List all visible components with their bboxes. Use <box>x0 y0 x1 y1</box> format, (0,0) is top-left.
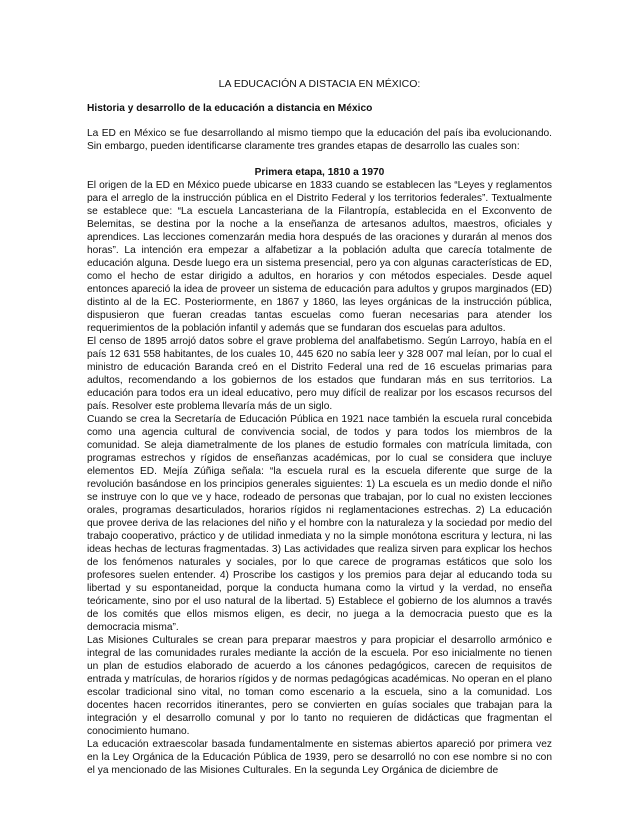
section-heading: Primera etapa, 1810 a 1970 <box>254 167 385 178</box>
paragraph-5: La educación extraescolar basada fundamentalmente en sistemas abiertos apareció por primera vez en la Ley Orgánica de la Educación Pública de 1939, pero se desarrolló no con ese nombre si no con el ya mencionado de las Misiones Culturales. En la segunda Ley Orgánica de diciembre de <box>87 739 552 776</box>
paragraph-1: El origen de la ED en México puede ubicarse en 1833 cuando se establecen las “Leyes y reglamentos para el arreglo de la instrucción pública en el Distrito Federal y los territorios federales”. Textualmente se establece que: “La escuela Lancasteriana de la Filantropía, establecida en el Exconvento de Belemitas, se destina por la noche a la enseñanza de artesanos adultos, maestros, oficiales y aprendices. Las lecciones comenzarán media hora después de las oraciones y durarán al menos dos horas”. La intención era empezar a alfabetizar a la población adulta que carecía totalmente de educación alguna. Desde luego era un sistema presencial, pero ya con algunas características de ED, como el hecho de estar dirigido a adultos, en horarios y con métodos especiales. Desde aquel entonces apareció la idea de proveer un sistema de educación para adultos y grupos marginados (ED) distinto al de la EC. Posteriormente, en 1867 y 1860, las leyes orgánicas de la instrucción pública, dispusieron que fueran creadas tantas escuelas como fueran necesarias para atender los requerimientos de la población infantil y además que se fundaran dos escuelas para adultos. <box>87 180 552 334</box>
document-page <box>87 78 552 777</box>
document-subtitle: Historia y desarrollo de la educación a distancia en México <box>87 103 373 114</box>
paragraph-2: El censo de 1895 arrojó datos sobre el grave problema del analfabetismo. Según Larroyo, había en el país 12 631 558 habitantes, de los cuales 10, 445 620 no sabía leer y 328 007 mal leían, por lo cual el ministro de educación Baranda creó en el Distrito Federal una red de 16 escuelas primarias para adultos, recomendando a los gobiernos de los estados que fundaran más en sus territorios. La educación para todos era un ideal educativo, pero muy difícil de realizar por los escasos recursos del país. Resolver este problema llevaría más de un siglo. <box>87 336 552 412</box>
paragraph-4: Las Misiones Culturales se crean para preparar maestros y para propiciar el desarrollo armónico e integral de las comunidades rurales mediante la acción de la escuela. Por eso inicialmente no tienen un plan de estudios elaborado de acuerdo a los cánones pedagógicos, carecen de requisitos de entrada y matrículas, de horarios rígidos y de normas pedagógicas académicas. No operan en el plano escolar tradicional sino vital, no toman como escenario a la escuela, sino a la comunidad. Los docentes hacen recorridos itinerantes, pero se convierten en guías sociales que trabajan para la integración y el desarrollo comunal y por lo tanto no requieren de didácticas que fragmentan el conocimiento humano. <box>87 635 552 737</box>
document-title: LA EDUCACIÓN A DISTACIA EN MÉXICO: <box>218 78 421 90</box>
spacer <box>87 153 552 166</box>
intro-paragraph: La ED en México se fue desarrollando al mismo tiempo que la educación del país iba evolucionando. Sin embargo, pueden identificarse claramente tres grandes etapas de desarrollo las cuales son: <box>87 128 552 152</box>
paragraph-3: Cuando se crea la Secretaría de Educación Pública en 1921 nace también la escuela rural concebida como una agencia cultural de convivencia social, de todos y para todos los miembros de la comunidad. Se aleja diametralmente de los planes de estudio formales con matrícula limitada, con programas estrechos y rígidos de enseñanzas académicas, por lo cual se considera que incluye elementos ED. Mejía Zúñiga señala: “la escuela rural es la escuela diferente que surge de la revolución basándose en los principios generales siguientes: 1) La escuela es un medio donde el niño se instruye con lo que ve y hace, rodeado de personas que trabajan, por lo cual no existen lecciones orales, programas desarticulados, horarios rígidos ni reglamentaciones estrechas. 2) La educación que provee deriva de las relaciones del niño y el hombre con la naturaleza y la sociedad por medio del trabajo cooperativo, práctico y de utilidad inmediata y no la simple monótona escritura y lectura, ni las ideas hechas de lecturas fragmentadas. 3) Las actividades que realiza sirven para explicar los hechos de los fenómenos naturales y sociales, por lo que carece de programas estáticos que solo los profesores suelen entender. 4) Proscribe los castigos y los premios para dejar al educando toda su libertad y su espontaneidad, porque la conducta humana como la virtud y la verdad, no enseña teóricamente, sino por el uso natural de la libertad. 5) Establece el gobierno de los alumnos a través de los comités que ellos mismos eligen, es decir, no juega a la democracia puesto que es la democracia misma”. <box>87 414 552 633</box>
